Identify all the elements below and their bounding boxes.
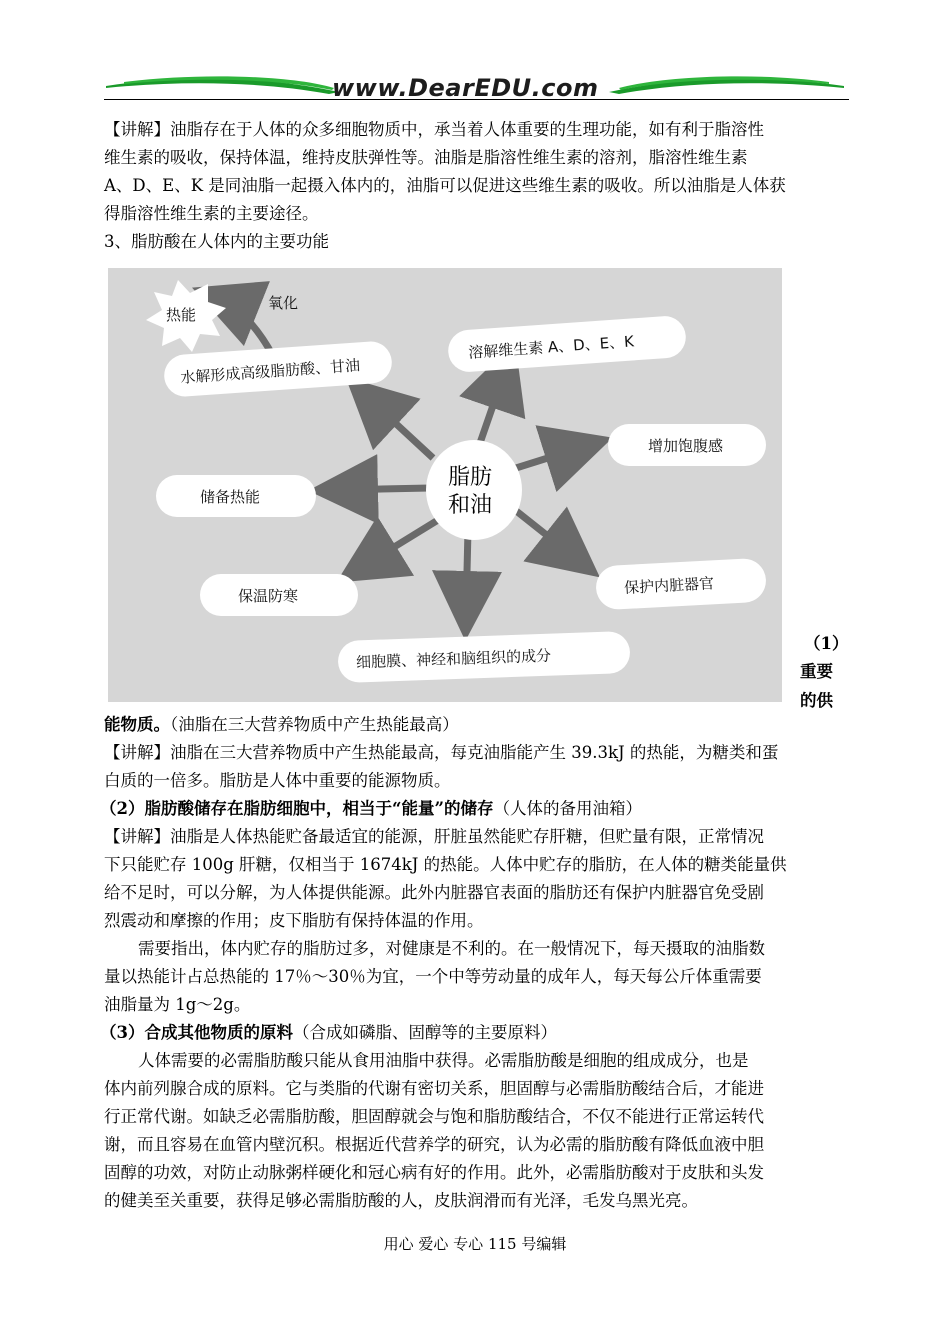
- side-text: 重要: [800, 662, 833, 681]
- subsection-heading: 能物质。: [104, 715, 170, 734]
- diagram-graphic: [108, 268, 782, 702]
- subsection-note: （人体的备用油箱）: [493, 799, 642, 818]
- text-line: 【讲解】油脂在三大营养物质中产生热能最高，每克油脂能产生 39.3kJ 的热能，为糖类和蛋: [104, 743, 779, 762]
- text-line: 【讲解】油脂是人体热能贮备最适宜的能源，肝脏虽然能贮存肝糖，但贮量有限，正常情况: [104, 827, 764, 846]
- organs-label: 保护内脏器官: [623, 574, 715, 597]
- subsection-heading: （3）合成其他物质的原料: [100, 1023, 293, 1042]
- text-line: 白质的一倍多。脂肪是人体中重要的能源物质。: [104, 771, 451, 790]
- fat-functions-diagram: [108, 268, 782, 702]
- membrane-label: 细胞膜、神经和脑组织的成分: [355, 646, 552, 672]
- hydrolysis-label: 水解形成高级脂肪酸、甘油: [179, 356, 361, 387]
- subsection-heading: （2）脂肪酸储存在脂肪细胞中，相当于“能量”的储存: [100, 799, 494, 818]
- text-line: 谢，而且容易在血管内壁沉积。根据近代营养学的研究，认为必需的脂肪酸有降低血液中胆: [104, 1135, 764, 1154]
- text-line: 给不足时，可以分解，为人体提供能源。此外内脏器官表面的脂肪还有保护内脏器官免受剧: [104, 883, 764, 902]
- text-line: 需要指出，体内贮存的脂肪过多，对健康是不利的。在一般情况下，每天摄取的油脂数: [138, 939, 765, 958]
- text-line: 固醇的功效，对防止动脉粥样硬化和冠心病有好的作用。此外，必需脂肪酸对于皮肤和头发: [104, 1163, 764, 1182]
- side-text: 的供: [800, 691, 833, 710]
- heat-label: 热能: [166, 306, 197, 324]
- text-line: 【讲解】油脂存在于人体的众多细胞物质中，承当着人体重要的生理功能，如有利于脂溶性: [104, 120, 764, 139]
- text-line: A、D、E、K 是同油脂一起摄入体内的，油脂可以促进这些维生素的吸收。所以油脂是人体获: [104, 176, 786, 195]
- text-line: 得脂溶性维生素的主要途径。: [104, 204, 319, 223]
- reserve-label: 储备热能: [200, 488, 261, 506]
- text-line: 烈震动和摩擦的作用；皮下脂肪有保持体温的作用。: [104, 911, 484, 930]
- oxidation-label: 氧化: [268, 294, 299, 312]
- text-line: 油脂量为 1g～2g。: [104, 995, 251, 1014]
- insulation-label: 保温防寒: [238, 587, 299, 605]
- section-title: 3、脂肪酸在人体内的主要功能: [104, 232, 329, 251]
- subsection-note: （合成如磷脂、固醇等的主要原料）: [292, 1023, 557, 1042]
- center-label-1: 脂肪: [448, 465, 493, 490]
- header-divider: [104, 99, 849, 100]
- page-footer: 用心 爱心 专心 115 号编辑: [383, 1235, 567, 1253]
- side-text: （1）: [804, 634, 849, 653]
- text-line: 量以热能计占总热能的 17％～30％为宜，一个中等劳动量的成年人，每天每公斤体重需要: [104, 967, 762, 986]
- text-line: 体内前列腺合成的原料。它与类脂的代谢有密切关系，胆固醇与必需脂肪酸结合后，才能进: [104, 1079, 764, 1098]
- center-label-2: 和油: [448, 493, 493, 518]
- subsection-note: （油脂在三大营养物质中产生热能最高）: [170, 715, 459, 734]
- site-name[interactable]: www.DearEDU.com: [332, 74, 599, 102]
- text-line: 人体需要的必需脂肪酸只能从食用油脂中获得。必需脂肪酸是细胞的组成成分，也是: [138, 1051, 749, 1070]
- vitamins-label: 溶解维生素 A、D、E、K: [467, 332, 635, 362]
- text-line: 的健美至关重要，获得足够必需脂肪酸的人，皮肤润滑而有光泽，毛发乌黑光亮。: [104, 1191, 698, 1210]
- satiety-label: 增加饱腹感: [648, 437, 724, 455]
- text-line: 下只能贮存 100g 肝糖，仅相当于 1674kJ 的热能。人体中贮存的脂肪，在人体的糖类能量供: [104, 855, 787, 874]
- text-line: 行正常代谢。如缺乏必需脂肪酸，胆固醇就会与饱和脂肪酸结合，不仅不能进行正常运转代: [104, 1107, 764, 1126]
- text-line: 维生素的吸收，保持体温，维持皮肤弹性等。油脂是脂溶性维生素的溶剂，脂溶性维生素: [104, 148, 748, 167]
- center-node: [426, 440, 522, 540]
